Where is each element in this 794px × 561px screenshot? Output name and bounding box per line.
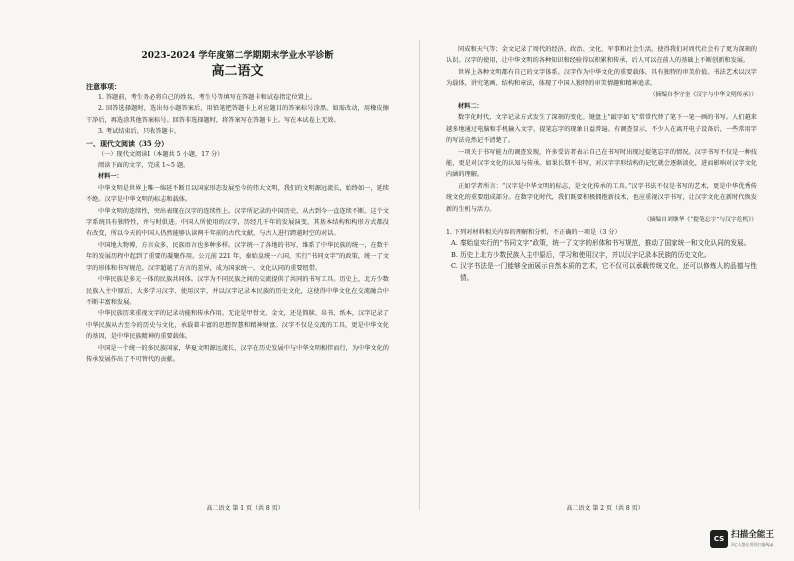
material-two-label: 材料二： (458, 103, 483, 111)
passage-paragraph: 同成和天气等；金文记录了周代的经济、政治、文化、军事和社会生活，使得我们对周代社会有了更为深刻的认识。汉字的使用，让中华文明的各种知识和经验得以积累和传承，后人可以在前人的基础上不断创新和发展。 (446, 46, 757, 65)
passage-paragraph: 正如学者所言：“汉字是中华文明的标志，是文化传承的工具。”汉字书法不仅是书写的艺术，更是中华优秀传统文化的重要组成部分。在数字化时代，我们既要积极拥抱新技术，也应重视汉字书写，让汉字文化在新时代焕发新的生机与活力。 (446, 182, 757, 213)
page-two (446, 0, 757, 548)
page-two-footer: 高二语文 第 2 页（共 8 页） (566, 505, 644, 512)
scanner-app-name: 扫描全能王 (731, 530, 774, 540)
passage-paragraph: 数字化时代，文字记录方式发生了深刻的变化。键盘上“敲字如飞”常常代替了笔下一笔一画的书写。人们越来越多地通过电脑和手机输入文字，提笔忘字的现象日益普遍。有调查显示，不少人在离开电子设备后，一些常用字的写法竟然记不清楚了。 (446, 114, 757, 145)
answer-option: C. 汉字书法是一门能够全面展示自然本质的艺术，它不仅可以承载传统文化，还可以修炼人的品德与性情。 (451, 262, 757, 282)
passage-paragraph: 世界上各种文明都有自己的文字体系。汉字作为中华文化的重要载体，具有独特的审美价值。书法艺术以汉字为载体，讲究笔画、结构和章法，体现了中国人独特的审美情趣和精神追求。 (446, 68, 757, 88)
question-stem: 1. 下列对材料相关内容的理解和分析，不正确的一项是（3 分） (446, 228, 621, 236)
reading-instruction: 阅读下面的文字，完成 1~5 题。 (98, 162, 190, 170)
passage-paragraph: 中国地大物博，方言众多，民族语言也多种多样。汉字统一了各地的书写，维系了中华民族的统一，在数千年的发展历程中起到了重要的凝聚作用。公元前 221 年，秦始皇统一六国，实行“书同文字”的政策，统一了文字的形体和书写规范。汉字超越了方言的差异，成为国家统一、文化认同的重要纽带。 (86, 241, 389, 272)
material-two-source: （摘编自刘继华《“提笔忘字”与汉字危机》） (643, 217, 757, 224)
material-one-label: 材料一： (98, 173, 123, 181)
note-item: 1. 答题前，考生务必将自己的姓名、考生号等填写在答题卡和试卷指定位置上。 (98, 94, 317, 101)
passage-paragraph: 中国是一个统一的多民族国家，华夏文明源远流长，汉字在历史发展中与中华文明相伴而行，为中华文化的传承发展作出了不可替代的贡献。 (86, 344, 389, 363)
material-one-source: （摘编自李守奎《汉字与中华文明传承》） (649, 91, 757, 98)
passage-paragraph: 一项关于书写能力的调查发现，许多受访者表示自己在书写时出现过提笔忘字的情况。汉字书写不仅是一种技能，更是对汉字文化的认知与传承。如果长期不书写，对汉字字形结构的记忆就会逐渐淡化，进而影响对汉字文化内涵的理解。 (446, 148, 757, 179)
page-divider (419, 40, 420, 510)
note-item: 3. 考试结束后，只收答题卡。 (98, 128, 181, 136)
passage-paragraph: 中华文明是世界上唯一绵延不断且以国家形态发展至今的伟大文明，我们的文明源远流长，始终如一，延续不绝。汉字是中华文明的标志和载体。 (86, 184, 389, 204)
scanner-tagline: 3亿人都在用的扫描App (731, 542, 774, 547)
section-title: 一、现代文阅读（35 分） (86, 138, 169, 148)
answer-option: B. 历史上北方少数民族入主中原后，学习和使用汉字，并以汉字记录本民族的历史文化。 (451, 250, 711, 259)
section-subtitle: （一）现代文阅读Ⅰ（本题共 5 小题，17 分） (98, 150, 224, 158)
note-item: 2. 回答选择题时，选出每小题答案后，用铅笔把答题卡上对应题目的答案标号涂黑。如需改动，用橡皮擦干净后，再选涂其他答案标号。回答非选择题时，将答案写在答题卡上。写在本试卷上无效。 (86, 105, 389, 124)
passage-paragraph: 中华民族是多元一体的民族共同体。汉字为不同民族之间的交流提供了共同的书写工具。历史上，北方少数民族入主中原后，大多学习汉字、使用汉字，并以汉字记录本民族的历史文化，这使得中华文化在交流融合中不断丰富和发展。 (86, 276, 389, 306)
notes-heading: 注意事项： (86, 82, 121, 91)
page-one (86, 0, 389, 548)
passage-paragraph: 中华文明的连续性，突出表现在汉字的连续性上。汉字所记录的中国历史，从古到今一直连续不断。这个文字系统具有独特性，并与时俱进。中国人所使用的汉字，历经几千年的发展演变，其基本结构和构形方式都没有改变，所以今天的中国人仍然能够认读两千年前的古代文献，与古人进行跨越时空的对话。 (86, 207, 389, 238)
subject-title: 高二语文 (211, 64, 264, 79)
scanner-watermark (710, 528, 794, 556)
scanner-logo-icon: CS (710, 530, 728, 548)
answer-option: A. 秦始皇实行的“书同文字”政策，统一了文字的形体和书写规范，推动了国家统一和文化认同的发展。 (451, 238, 751, 247)
page-one-footer: 高二语文 第 1 页（共 8 页） (206, 505, 284, 512)
passage-paragraph: 中华民族历来重视文字的记录功能和传承作用。无论是甲骨文、金文，还是简牍、帛书、纸本，汉字记录了中华民族从古至今的历史与文化，承载着丰富的思想智慧和精神财富。汉字不仅是交流的工具，更是中华文化的基因，是中华民族精神的重要载体。 (86, 310, 389, 341)
exam-title: 2023-2024 学年度第二学期期末学业水平诊断 (141, 51, 334, 61)
